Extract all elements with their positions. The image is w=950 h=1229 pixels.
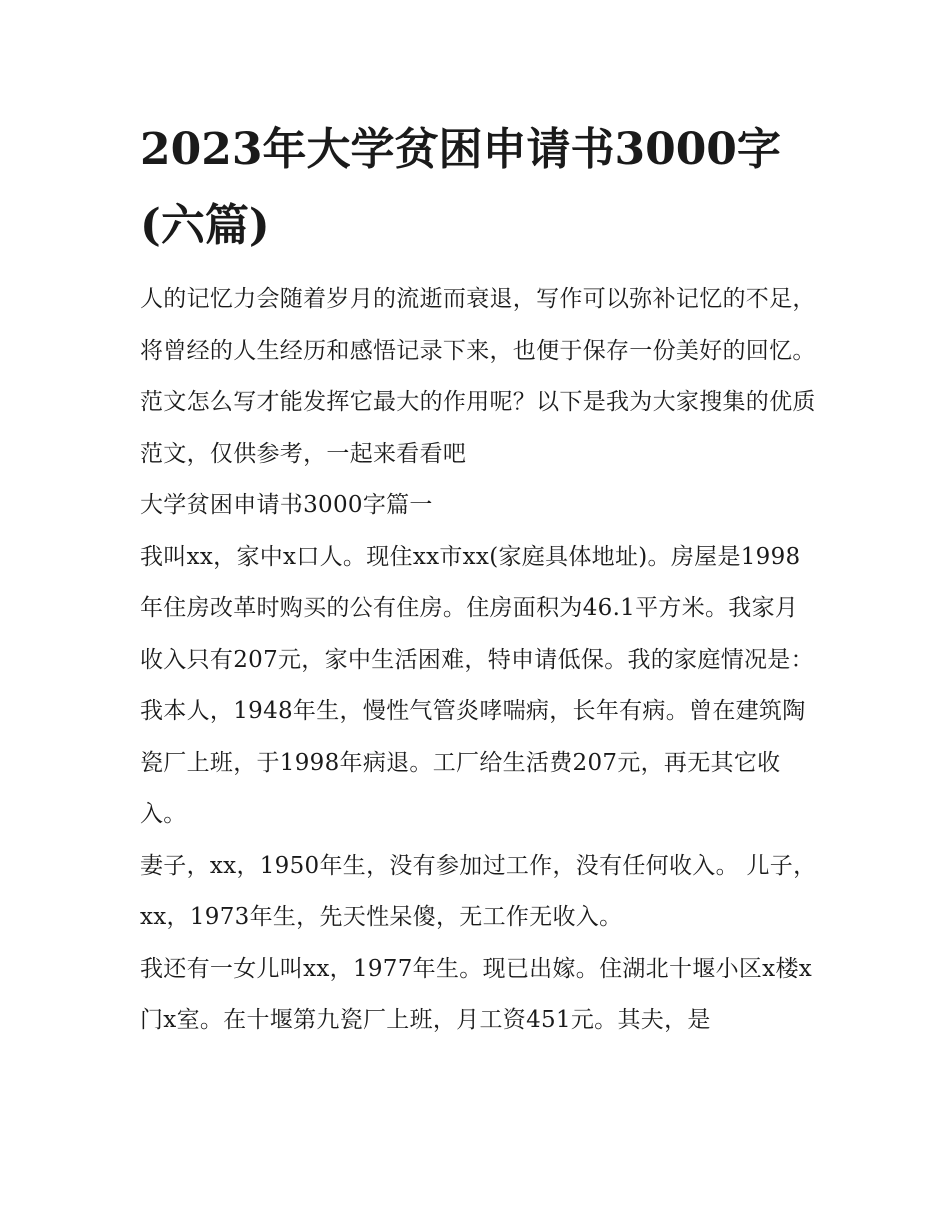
document-title: 2023年大学贫困申请书3000字(六篇): [140, 124, 781, 251]
intro-paragraph: 人的记忆力会随着岁月的流逝而衰退，写作可以弥补记忆的不足，将曾经的人生经历和感悟记录下来，也便于保存一份美好的回忆。范文怎么写才能发挥它最大的作用呢？以下是我为大家搜集的优质范文，仅供参考，一起来看看吧: [140, 286, 816, 467]
body-paragraph: 我叫xx，家中x口人。现住xx市xx(家庭具体地址)。房屋是1998年住房改革时购买的公有住房。住房面积为46.1平方米。我家月收入只有207元，家中生活困难，特申请低保。我的家庭情况是：: [140, 543, 814, 673]
body-paragraph: 我还有一女儿叫xx，1977年生。现已出嫁。住湖北十堰小区x楼x门x室。在十堰第九瓷厂上班，月工资451元。其夫，是: [140, 955, 813, 1033]
section-heading: 大学贫困申请书3000字篇一: [140, 492, 433, 518]
body-paragraph: 妻子，xx，1950年生，没有参加过工作，没有任何收入。 儿子，xx，1973年生，先天性呆傻，无工作无收入。: [140, 852, 817, 930]
document-body: [140, 112, 820, 1047]
body-paragraph: 我本人，1948年生，慢性气管炎哮喘病，长年有病。曾在建筑陶瓷厂上班，于1998年病退。工厂给生活费207元，再无其它收入。: [140, 698, 806, 827]
